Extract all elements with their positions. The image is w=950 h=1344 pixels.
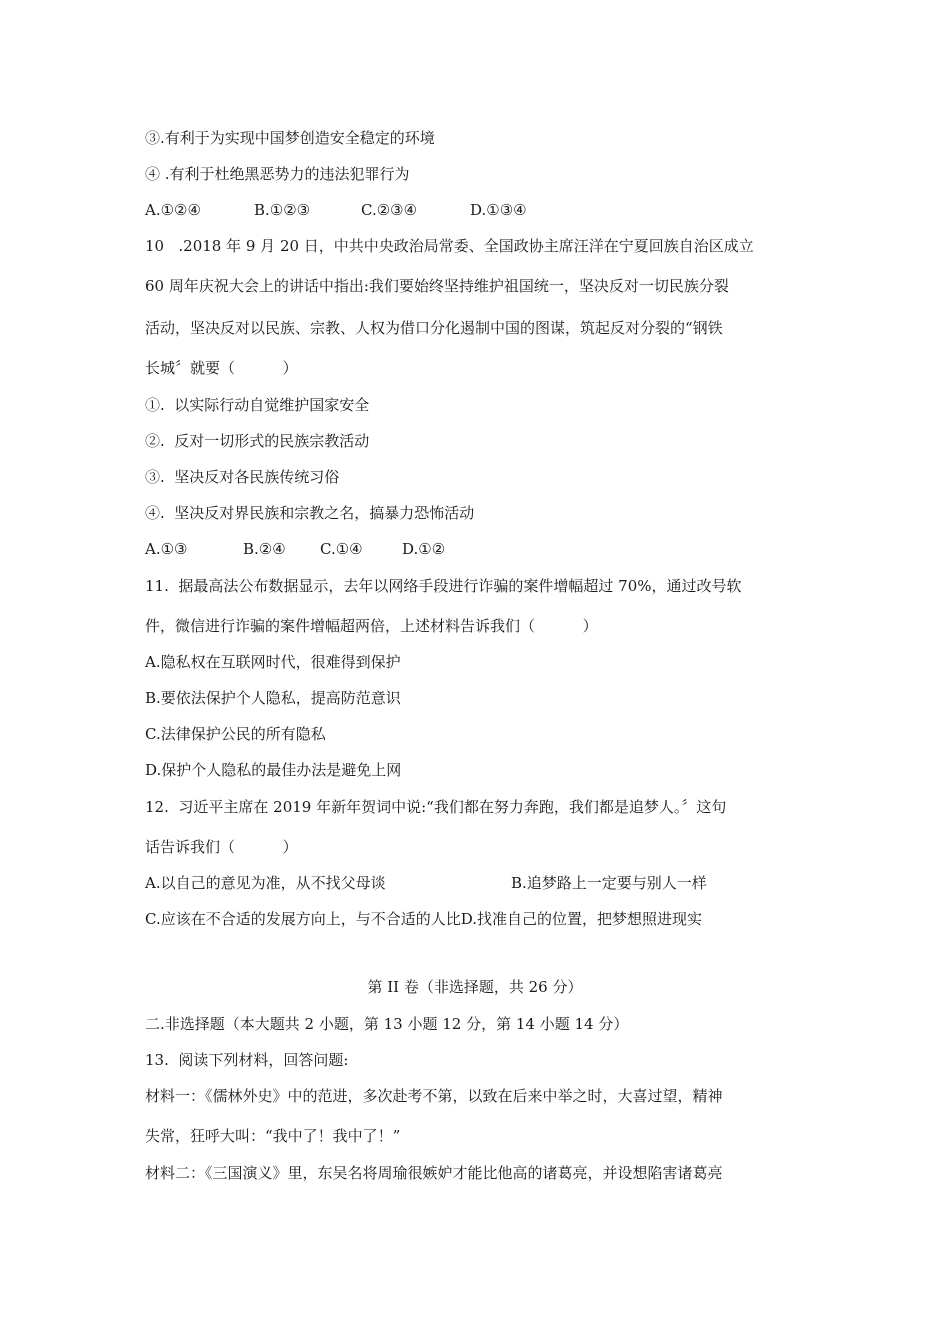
q10-option-a: A.①③	[145, 540, 188, 558]
q9-option-a: A.①②④	[145, 201, 201, 219]
q10-option-c: C.①④	[320, 540, 363, 558]
q10-option-b: B.②④	[243, 540, 286, 558]
section-heading: 二.非选择题（本大题共 2 小题，第 13 小题 12 分，第 14 小题 14 分）	[145, 1015, 629, 1033]
q10-item-1: ①. 以实际行动自觉维护国家安全	[145, 396, 370, 414]
q12-option-a: A.以自己的意见为准，从不找父母谈	[145, 874, 386, 892]
material-one-line-2: 失常，狂呼大叫：“我中了！我中了！”	[145, 1127, 401, 1145]
material-one-line-1: 材料一：《儒林外史》中的范进，多次赴考不第，以致在后来中举之时，大喜过望，精神	[145, 1087, 723, 1105]
q10-item-4: ④. 坚决反对界民族和宗教之名，搞暴力恐怖活动	[145, 504, 475, 522]
part-two-title: 第 II 卷（非选择题，共 26 分）	[367, 978, 583, 996]
q11-stem-line-2: 件，微信进行诈骗的案件增幅超两倍，上述材料告诉我们（ ）	[145, 617, 598, 635]
q13-intro: 13. 阅读下列材料，回答问题:	[145, 1051, 349, 1069]
q9-option-b: B.①②③	[254, 201, 311, 219]
q10-stem-line-3: 活动，坚决反对以民族、宗教、人权为借口分化遏制中国的图谋，筑起反对分裂的“钢铁	[145, 319, 723, 337]
q10-option-d: D.①②	[402, 540, 446, 558]
q12-stem-line-1: 12. 习近平主席在 2019 年新年贺词中说:“我们都在努力奔跑，我们都是追梦人。〞这句	[145, 798, 727, 816]
q9-item-3: ③.有利于为实现中国梦创造安全稳定的环境	[145, 129, 435, 147]
q10-item-2: ②. 反对一切形式的民族宗教活动	[145, 432, 370, 450]
q10-item-3: ③. 坚决反对各民族传统习俗	[145, 468, 340, 486]
material-two-line-1: 材料二：《三国演义》里，东吴名将周瑜很嫉妒才能比他高的诸葛亮，并设想陷害诸葛亮	[145, 1164, 723, 1182]
q11-option-a: A.隐私权在互联网时代，很难得到保护	[145, 653, 401, 671]
q11-stem-line-1: 11. 据最高法公布数据显示，去年以网络手段进行诈骗的案件增幅超过 70%，通过改号软	[145, 577, 742, 595]
q10-stem-line-1: 10 .2018 年 9 月 20 日，中共中央政治局常委、全国政协主席汪洋在宁夏回族自治区成立	[145, 237, 754, 255]
q10-stem-line-4: 长城〞就要（ ）	[145, 359, 298, 377]
q12-option-b: B.追梦路上一定要与别人一样	[511, 874, 707, 892]
q10-stem-line-2: 60 周年庆祝大会上的讲话中指出:我们要始终坚持维护祖国统一，坚决反对一切民族分裂	[145, 277, 729, 295]
q12-options-c-d: C.应该在不合适的发展方向上，与不合适的人比D.找准自己的位置，把梦想照进现实	[145, 910, 702, 928]
q11-option-d: D.保护个人隐私的最佳办法是避免上网	[145, 761, 402, 779]
q11-option-c: C.法律保护公民的所有隐私	[145, 725, 326, 743]
q9-option-d: D.①③④	[470, 201, 527, 219]
q9-item-4: ④ .有利于杜绝黑恶势力的违法犯罪行为	[145, 165, 410, 183]
q11-option-b: B.要依法保护个人隐私，提高防范意识	[145, 689, 401, 707]
q12-stem-line-2: 话告诉我们（ ）	[145, 838, 298, 856]
q9-option-c: C.②③④	[361, 201, 418, 219]
